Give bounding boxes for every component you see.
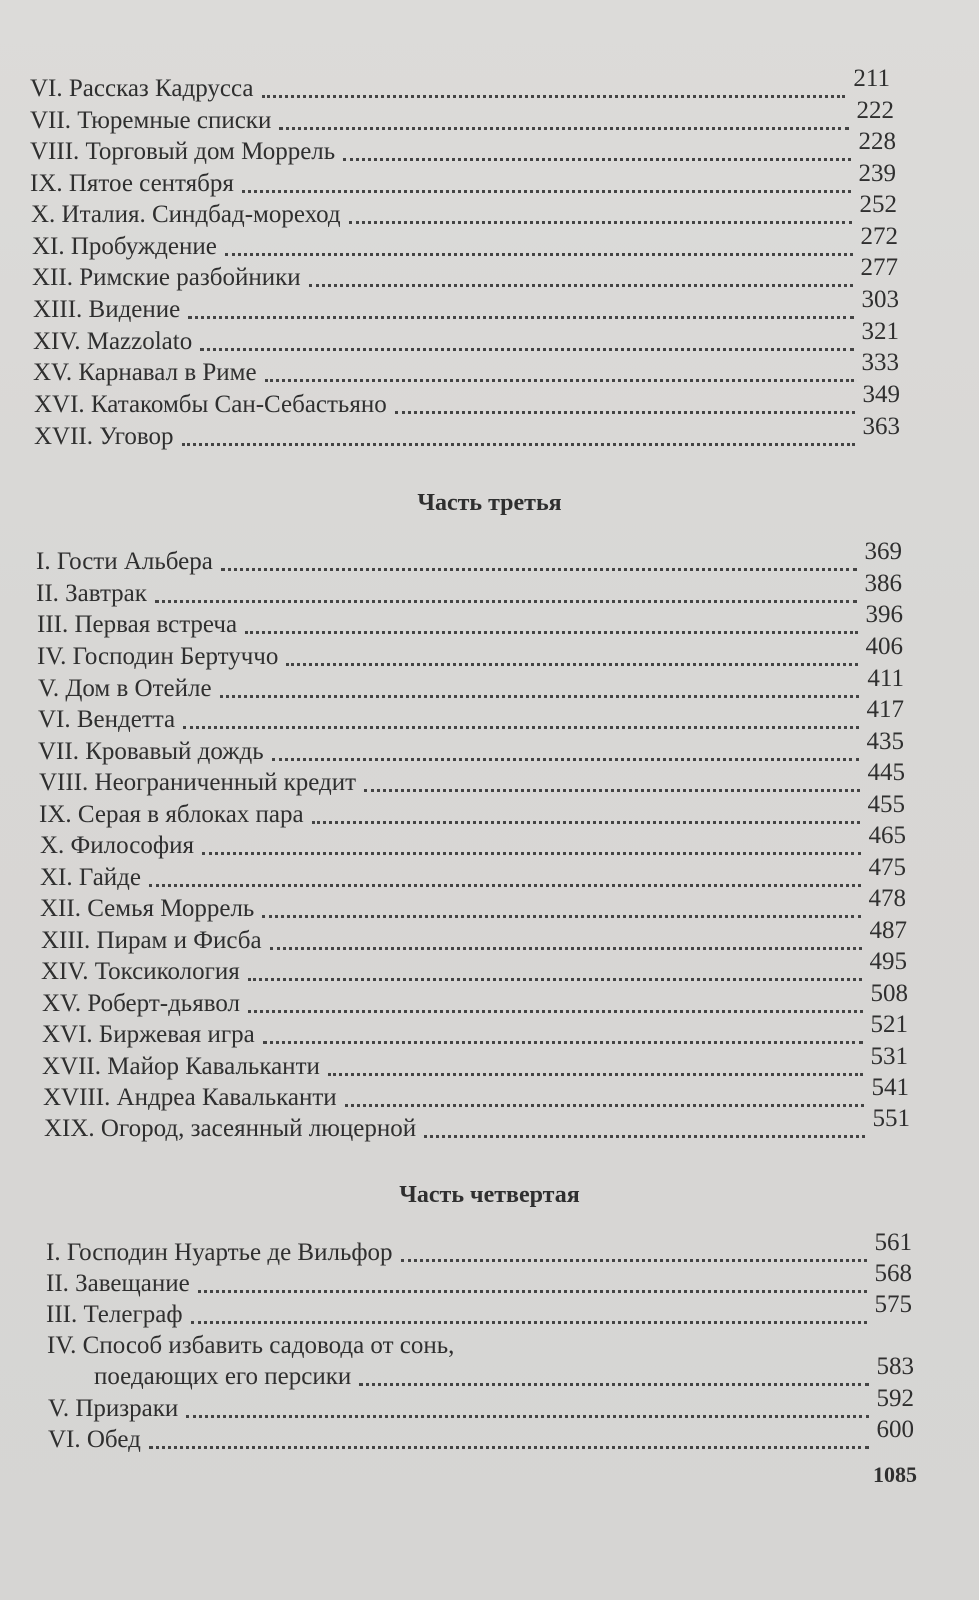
dot-leader (221, 567, 857, 571)
toc-entry-page: 369 (864, 538, 902, 565)
toc-entry-page: 277 (860, 254, 898, 281)
dot-leader (248, 1009, 863, 1013)
toc-entry (37, 601, 903, 640)
toc-entry-page: 575 (874, 1291, 912, 1318)
dot-leader (183, 725, 858, 729)
dot-leader (270, 946, 862, 950)
toc-entry (46, 1260, 912, 1299)
toc-entry (34, 413, 900, 452)
dot-leader (279, 126, 848, 130)
toc-entry (40, 854, 906, 893)
toc-entry-page: 239 (858, 160, 896, 187)
toc-entry-page: 435 (866, 728, 904, 755)
toc-entry-title: V. Дом в Отейле (38, 675, 212, 702)
toc-entry-page: 417 (866, 696, 904, 723)
toc-entry-title: II. Завещание (46, 1270, 190, 1297)
dot-leader (312, 820, 860, 824)
toc-entry-title: VII. Тюремные списки (30, 107, 272, 134)
toc-entry (41, 917, 907, 956)
toc-entry-page: 541 (871, 1074, 909, 1101)
toc-entry (46, 1291, 912, 1330)
toc-entry-page: 363 (862, 413, 900, 440)
toc-entry-page: 411 (867, 665, 904, 692)
toc-entry-page: 252 (859, 191, 897, 218)
toc-entry-title: XIII. Пирам и Фисба (41, 927, 262, 954)
toc-entry-title: V. Призраки (48, 1395, 179, 1422)
toc-entry (38, 696, 904, 735)
toc-entry-title: VIII. Торговый дом Моррель (30, 138, 336, 165)
dot-leader (149, 1445, 869, 1449)
dot-leader (200, 347, 853, 351)
toc-entry (42, 1011, 908, 1050)
toc-entry (48, 1416, 914, 1455)
toc-entry (43, 1074, 909, 1113)
toc-entry-page: 521 (870, 1011, 908, 1038)
toc-entry-title: XI. Гайде (40, 864, 142, 891)
toc-entry-title: XVIII. Андреа Кавальканти (43, 1084, 337, 1111)
dot-leader (149, 883, 860, 887)
toc-entry (33, 286, 899, 325)
page-number: 1085 (873, 1462, 917, 1487)
toc-entry-page: 561 (874, 1229, 912, 1256)
dot-leader (359, 1382, 868, 1386)
dot-leader (248, 977, 862, 981)
toc-entry-page: 406 (865, 633, 903, 660)
toc-entry (30, 97, 894, 136)
dot-leader (245, 630, 857, 634)
toc-entry-page: 478 (868, 885, 906, 912)
toc-entry (31, 191, 897, 230)
dot-leader (343, 157, 850, 161)
dot-leader (262, 914, 860, 918)
toc-entry-title: XVI. Биржевая игра (42, 1021, 255, 1048)
part-3-heading: Часть третья (417, 490, 562, 516)
dot-leader (186, 1414, 868, 1418)
dot-leader (345, 1103, 864, 1107)
toc-entry-page: 583 (876, 1353, 914, 1380)
dot-leader (202, 851, 861, 855)
toc-entry-page: 551 (872, 1105, 910, 1132)
toc-entry-page: 531 (870, 1043, 908, 1070)
toc-entry (42, 980, 908, 1019)
dot-leader (401, 1258, 867, 1262)
toc-entry-page: 211 (853, 65, 890, 92)
dot-leader (188, 315, 853, 319)
dot-leader (286, 662, 857, 666)
dot-leader (349, 220, 852, 224)
dot-leader (424, 1134, 864, 1138)
dot-leader (182, 442, 855, 446)
toc-entry (44, 1105, 910, 1144)
toc-entry-title: VI. Вендетта (38, 706, 176, 733)
toc-entry (46, 1229, 912, 1268)
toc-entry-title: XVI. Катакомбы Сан-Себастьяно (34, 391, 387, 418)
toc-entry-title: IV. Способ избавить садовода от сонь, (47, 1332, 455, 1359)
toc-entry-title: XIV. Mazzolato (33, 328, 193, 355)
dot-leader (263, 1040, 863, 1044)
toc-entry (32, 223, 898, 262)
toc-entry (36, 570, 902, 609)
toc-entry-title: X. Италия. Синдбад-мореход (31, 201, 341, 228)
toc-entry-title: XI. Пробуждение (32, 233, 217, 260)
toc-entry-title: XV. Карнавал в Риме (33, 359, 257, 386)
toc-entry-page: 349 (862, 381, 900, 408)
toc-entry-title: XII. Семья Моррель (40, 895, 255, 922)
dot-leader (265, 378, 854, 382)
toc-entry (40, 885, 906, 924)
toc-entry-title: IX. Серая в яблоках пара (39, 801, 304, 828)
toc-entry (41, 948, 907, 987)
dot-leader (155, 599, 857, 603)
toc-entry-page: 228 (858, 128, 896, 155)
toc-entry-page: 495 (869, 948, 907, 975)
toc-entry-title: VII. Кровавый дождь (38, 738, 264, 765)
toc-entry (30, 160, 896, 199)
toc-entry-page: 508 (870, 980, 908, 1007)
dot-leader (262, 94, 846, 98)
toc-entry-title: XV. Роберт-дьявол (42, 990, 240, 1017)
toc-entry-title: I. Господин Нуартье де Вильфор (46, 1239, 393, 1266)
toc-entry (39, 791, 905, 830)
toc-entry (39, 759, 905, 798)
toc-entry-title: IX. Пятое сентября (30, 170, 234, 197)
toc-entry-title: VI. Рассказ Кадрусса (30, 75, 254, 102)
toc-entry-title: XIX. Огород, засеянный люцерной (44, 1115, 417, 1142)
toc-entry-title: XIV. Токсикология (41, 958, 240, 985)
toc-entry-page: 592 (876, 1385, 914, 1412)
toc-entry (30, 128, 896, 167)
toc-entry-page: 568 (874, 1260, 912, 1287)
toc-entry (30, 65, 890, 104)
toc-entry-page: 333 (861, 349, 899, 376)
dot-leader (198, 1289, 867, 1293)
toc-entry-title: XII. Римские разбойники (32, 264, 301, 291)
toc-entry-title: IV. Господин Бертуччо (37, 643, 279, 670)
toc-entry-title: II. Завтрак (36, 580, 147, 607)
toc-entry-page: 465 (868, 822, 906, 849)
part-4-heading: Часть четвертая (399, 1182, 580, 1208)
toc-entry-title: XVII. Уговор (34, 423, 174, 450)
toc-entry-multiline-first (47, 1329, 913, 1361)
dot-leader (309, 283, 853, 287)
toc-entry-title: XIII. Видение (33, 296, 181, 323)
toc-entry-title: XVII. Майор Кавальканти (42, 1053, 320, 1080)
dot-leader (395, 410, 855, 414)
toc-entry-title: I. Гости Альбера (36, 548, 213, 575)
toc-entry-page: 475 (868, 854, 906, 881)
toc-entry-title: III. Первая встреча (37, 611, 238, 638)
toc-entry (34, 381, 900, 420)
toc-entry-page: 487 (869, 917, 907, 944)
toc-entry-page: 600 (876, 1416, 914, 1443)
toc-entry-page: 396 (865, 601, 903, 628)
toc-entry (38, 728, 904, 767)
toc-entry-title: поедающих его персики (94, 1363, 352, 1390)
toc-entry (48, 1385, 914, 1424)
toc-entry-title: VI. Обед (48, 1426, 141, 1453)
dot-leader (225, 252, 853, 256)
toc-entry-page: 303 (861, 286, 899, 313)
dot-leader (242, 189, 851, 193)
toc-entry-page: 445 (867, 759, 905, 786)
toc-entry-page: 272 (860, 223, 898, 250)
toc-entry-title: III. Телеграф (46, 1301, 183, 1328)
toc-entry (38, 665, 904, 704)
toc-entry (32, 254, 898, 293)
toc-entry-multiline-continuation (94, 1353, 914, 1392)
toc-entry (33, 318, 899, 357)
dot-leader (220, 694, 860, 698)
dot-leader (364, 788, 859, 792)
toc-entry-title: VIII. Неограниченный кредит (39, 769, 357, 796)
toc-entry (42, 1043, 908, 1082)
toc-entry-page: 455 (867, 791, 905, 818)
toc-entry-page: 386 (864, 570, 902, 597)
toc-entry (40, 822, 906, 861)
toc-entry (37, 633, 903, 672)
dot-leader (272, 757, 859, 761)
dot-leader (191, 1320, 867, 1324)
toc-entry-page: 321 (861, 318, 899, 345)
toc-entry-page: 222 (856, 97, 894, 124)
toc-entry (33, 349, 899, 388)
dot-leader (328, 1072, 863, 1076)
toc-entry-title: X. Философия (40, 832, 194, 859)
toc-entry (36, 538, 902, 577)
